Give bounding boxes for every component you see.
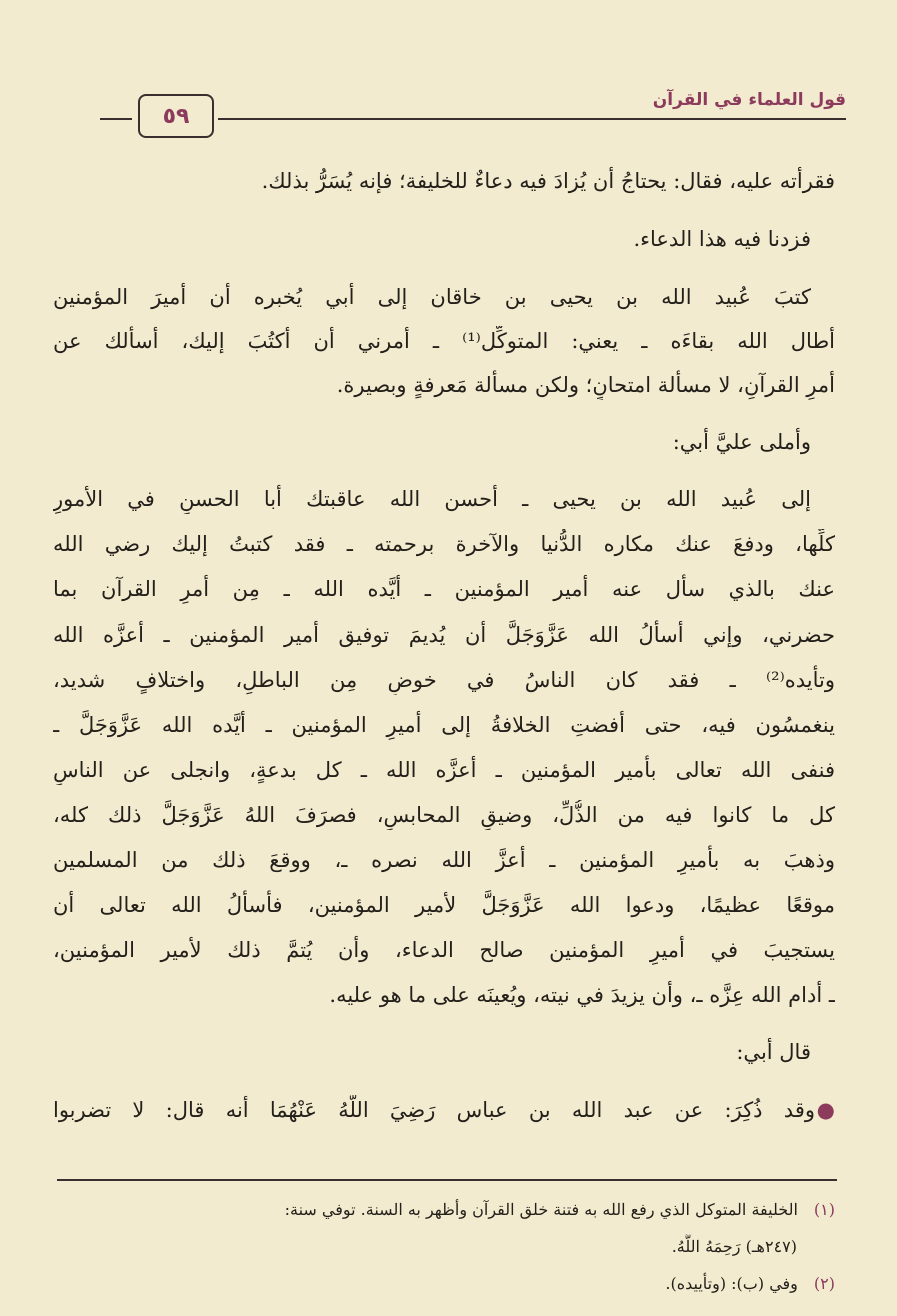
text-line: كتبَ عُبيد الله بن يحيى بن خاقان إلى أبي يُخبره أن أميرَ المؤمنين	[53, 285, 811, 309]
text-line: موقعًا عظيمًا، ودعوا الله عَزَّوَجَلَّ لأمير المؤمنين، فأسألُ الله تعالى أن	[53, 893, 835, 917]
text-line: وتأيده⁽²⁾ ـ فقد كان الناسُ في خوضٍ مِن الباطلِ، واختلافٍ شديد،	[53, 668, 835, 692]
text-line: أطال الله بقاءَه ـ يعني: المتوكِّل⁽¹⁾ ـ أمرني أن أكتُبَ إليك، أسألك عن	[53, 329, 835, 353]
footnote-number: (١)	[813, 1200, 835, 1219]
text-line: فقرأته عليه، فقال: يحتاجُ أن يُزادَ فيه دعاءٌ للخليفة؛ فإنه يُسَرُّ بذلك.	[261, 169, 835, 193]
footnote-1	[45, 1197, 835, 1223]
page-number: ٥٩	[138, 94, 214, 138]
text-line: وأملى عليَّ أبي:	[672, 430, 811, 454]
text-line: ينغمسُون فيه، حتى أفضتِ الخلافةُ إلى أميرِ المؤمنين ـ أيَّده الله عَزَّوَجَلَّ ـ	[53, 713, 835, 737]
footnote-2	[45, 1271, 835, 1297]
text-line: يستجيبَ في أميرِ المؤمنين صالح الدعاء، وأن يُتمَّ ذلك لأمير المؤمنين،	[53, 938, 835, 962]
text-line: قال أبي:	[736, 1040, 811, 1064]
text-line: ـ أدام الله عِزَّه ـ، وأن يزيدَ في نيته، ويُعينَه على ما هو عليه.	[329, 983, 835, 1007]
text-line: فنفى الله تعالى بأمير المؤمنين ـ أعزَّه الله ـ كل بدعةٍ، وانجلى عن الناسِ	[53, 758, 835, 782]
text-line: عنك بالذي سأل عنه أمير المؤمنين ـ أيَّده الله ـ مِن أمرِ القرآن بما	[53, 577, 835, 601]
text-line: وقد ذُكِرَ: عن عبد الله بن عباس رَضِيَ اللَّهُ عَنْهُمَا أنه قال: لا تضربوا	[53, 1098, 815, 1122]
footnote-number: (٢)	[813, 1274, 835, 1293]
text-line: كل ما كانوا فيه من الذُّلِّ، وضيقِ المحابسِ، فصرَفَ اللهُ عَزَّوَجَلَّ ذلك كله،	[53, 803, 835, 827]
footnote-rule	[57, 1179, 837, 1181]
text-line: وذهبَ به بأميرِ المؤمنين ـ أعزَّ الله نصره ـ، ووقعَ ذلك من المسلمين	[53, 848, 835, 872]
footnote-text: الخليفة المتوكل الذي رفع الله به فتنة خلق القرآن وأظهر به السنة. توفي سنة:	[284, 1200, 798, 1219]
footnote-1-cont: (٢٤٧هـ) رَحِمَهُ اللَّهُ.	[671, 1237, 797, 1256]
text-line: كلِّها، ودفعَ عنك مكاره الدُّنيا والآخرة برحمته ـ فقد كتبتُ إليك رضي الله	[53, 532, 835, 556]
bullet-icon: ●	[816, 1098, 835, 1122]
text-line: فزدنا فيه هذا الدعاء.	[633, 227, 811, 251]
text-line: إلى عُبيد الله بن يحيى ـ أحسن الله عاقبتك أبا الحسنِ في الأمورِ	[53, 487, 811, 511]
text-line: حضرني، وإني أسألُ الله عَزَّوَجَلَّ أن يُديمَ توفيق أمير المؤمنين ـ أعزَّه الله	[53, 623, 835, 647]
text-line: أمرِ القرآنِ، لا مسألة امتحانٍ؛ ولكن مسألة مَعرفةٍ وبصيرة.	[336, 373, 835, 397]
running-title: قول العلماء في القرآن	[652, 90, 846, 110]
footnote-text: وفي (ب): (وتأييده).	[665, 1274, 798, 1293]
